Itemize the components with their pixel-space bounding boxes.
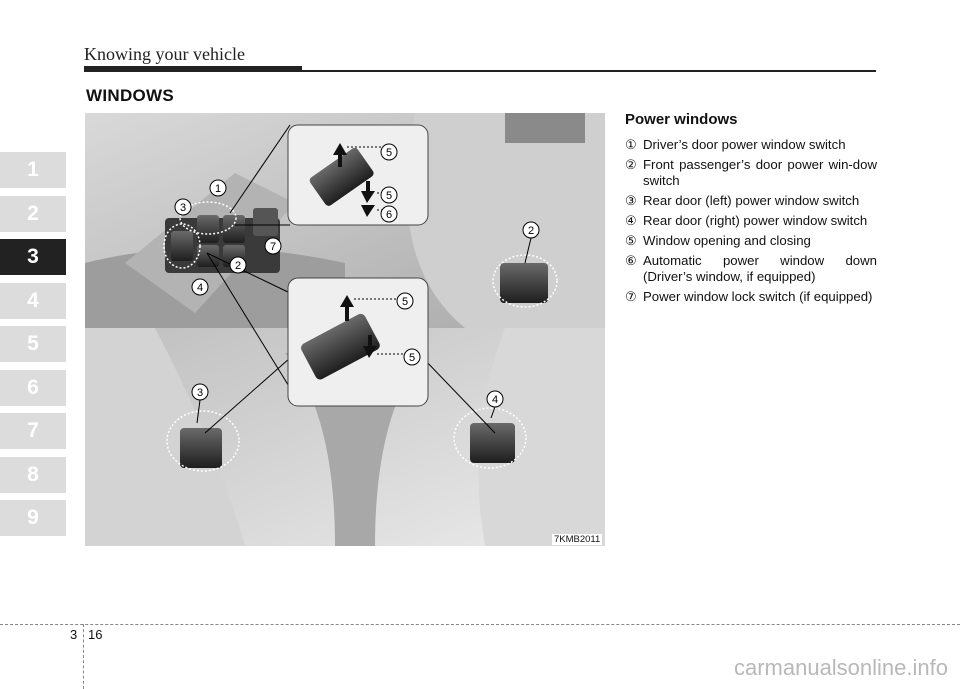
item-number: ④ bbox=[625, 213, 637, 228]
callout-5-inset2-b bbox=[404, 349, 420, 365]
chapter-tab-6[interactable]: 6 bbox=[0, 370, 66, 406]
list-item bbox=[625, 157, 877, 189]
svg-text:5: 5 bbox=[408, 352, 416, 364]
item-number: ③ bbox=[625, 193, 637, 208]
footer-divider bbox=[83, 624, 84, 689]
list-item bbox=[625, 289, 877, 305]
callout-3-top bbox=[175, 199, 191, 215]
callout-7 bbox=[265, 238, 281, 254]
figure-code: 7KMB2011 bbox=[554, 534, 601, 545]
callout-1 bbox=[210, 180, 226, 196]
svg-text:3: 3 bbox=[179, 202, 187, 214]
header-title: Knowing your vehicle bbox=[84, 44, 245, 64]
chapter-tab-1[interactable]: 1 bbox=[0, 152, 66, 188]
svg-text:3: 3 bbox=[196, 387, 204, 399]
header-rule bbox=[302, 70, 876, 72]
content-heading: Power windows bbox=[625, 111, 738, 128]
item-number: ⑦ bbox=[625, 289, 637, 304]
chapter-tab-5[interactable]: 5 bbox=[0, 326, 66, 362]
header-bar bbox=[84, 66, 302, 72]
list-item bbox=[625, 137, 877, 153]
list-item bbox=[625, 253, 877, 285]
watermark: carmanualsonline.info bbox=[733, 655, 948, 680]
item-number: ⑥ bbox=[625, 253, 637, 268]
svg-text:4: 4 bbox=[196, 282, 204, 294]
window-switch-figure bbox=[85, 113, 605, 546]
item-text: Power window lock switch (if equipped) bbox=[643, 289, 873, 304]
svg-text:7: 7 bbox=[269, 241, 277, 253]
chapter-tab-3[interactable]: 3 bbox=[0, 239, 66, 275]
callout-4-left bbox=[192, 279, 208, 295]
svg-text:2: 2 bbox=[527, 225, 535, 237]
svg-text:5: 5 bbox=[385, 190, 393, 202]
callout-5-inset1-a bbox=[381, 144, 397, 160]
svg-text:5: 5 bbox=[385, 147, 393, 159]
list-item bbox=[625, 233, 877, 249]
page-chapter: 3 bbox=[70, 627, 78, 642]
item-text: Rear door (left) power window switch bbox=[643, 193, 860, 208]
chapter-tab-7[interactable]: 7 bbox=[0, 413, 66, 449]
item-text: Driver’s door power window switch bbox=[643, 137, 846, 152]
item-text: Rear door (right) power window switch bbox=[643, 213, 868, 228]
item-number: ① bbox=[625, 137, 637, 152]
chapter-tab-8[interactable]: 8 bbox=[0, 457, 66, 493]
item-text: Automatic power window down (Driver’s window, if equipped) bbox=[643, 253, 877, 284]
svg-text:5: 5 bbox=[401, 296, 409, 308]
list-item bbox=[625, 193, 877, 209]
item-text: Front passenger’s door power win-dow switch bbox=[643, 157, 877, 188]
svg-text:2: 2 bbox=[234, 260, 242, 272]
footer-rule bbox=[0, 624, 960, 625]
item-number: ② bbox=[625, 157, 637, 172]
item-number: ⑤ bbox=[625, 233, 637, 248]
window-switch-illustration bbox=[85, 113, 605, 546]
item-text: Window opening and closing bbox=[643, 233, 811, 248]
callout-6 bbox=[381, 206, 397, 222]
page-number: 16 bbox=[88, 627, 103, 642]
section-title: WINDOWS bbox=[86, 86, 175, 105]
chapter-tabs bbox=[0, 152, 66, 544]
chapter-tab-2[interactable]: 2 bbox=[0, 196, 66, 232]
svg-text:6: 6 bbox=[385, 209, 393, 221]
chapter-tab-9[interactable]: 9 bbox=[0, 500, 66, 536]
svg-text:4: 4 bbox=[491, 394, 499, 406]
chapter-tab-4[interactable]: 4 bbox=[0, 283, 66, 319]
list-item bbox=[625, 213, 877, 229]
callout-2-left bbox=[230, 257, 246, 273]
content-column bbox=[625, 111, 877, 309]
callout-5-inset1-b bbox=[381, 187, 397, 203]
svg-text:1: 1 bbox=[214, 183, 222, 195]
callout-5-inset2-a bbox=[397, 293, 413, 309]
